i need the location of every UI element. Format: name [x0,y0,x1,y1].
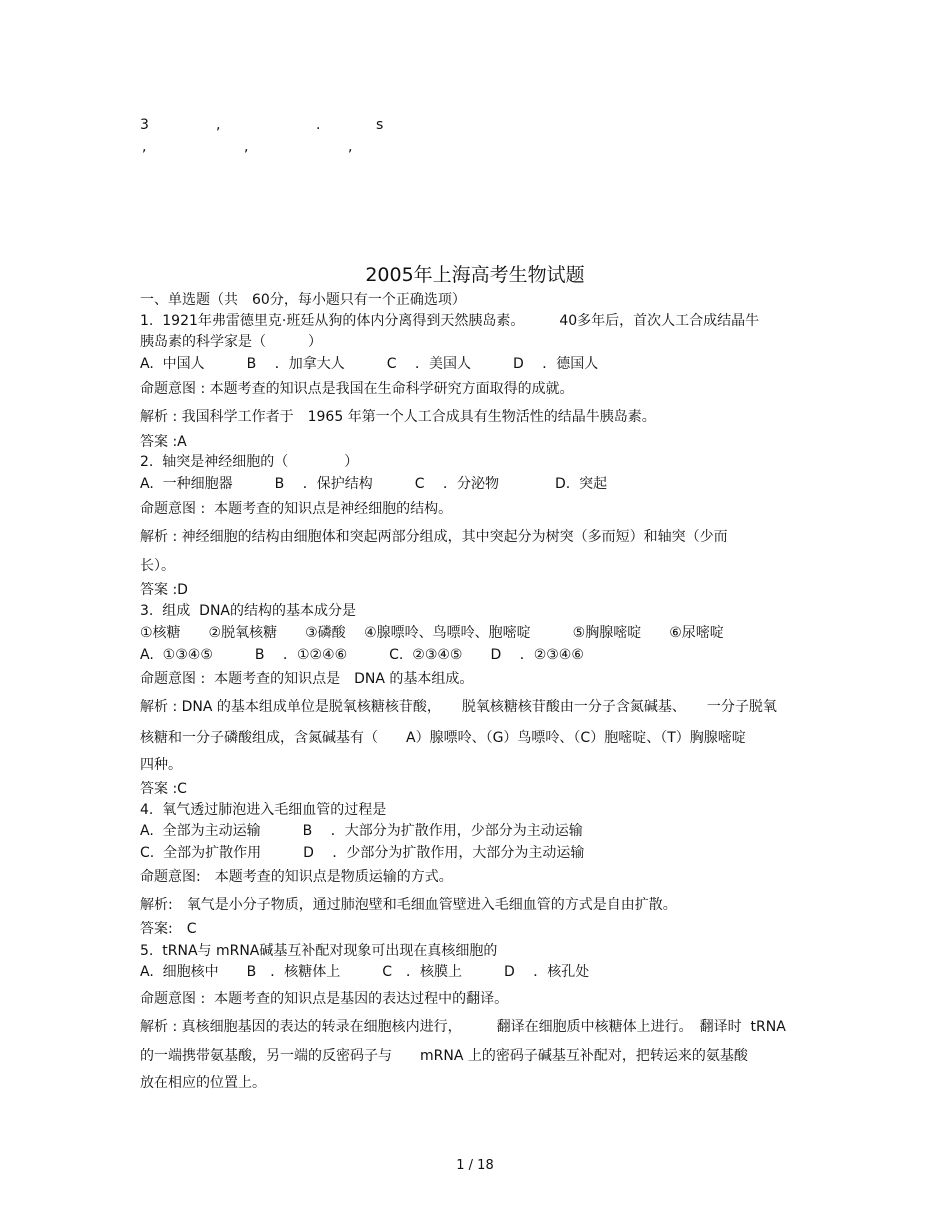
text-line: 胰岛素的科学家是（ ） [140,334,322,350]
text-line: 答案 :C [140,781,187,797]
artifact-mark: , [244,139,249,155]
artifact-mark: s [376,117,384,133]
section-heading: 一、单选题（共 60分，每小题只有一个正确选项） [140,292,466,308]
text-line: 2. 轴突是神经细胞的（ ） [140,454,359,470]
text-line: 放在相应的位置上。 [140,1075,266,1091]
text-line: 答案: C [140,921,197,937]
text-line: 3. 组成 DNA的结构的基本成分是 [140,603,356,619]
text-line: 解析 : 神经细胞的结构由细胞体和突起两部分组成，其中突起分为树突（多而短）和轴突（少而 [140,529,728,545]
text-line: A. 全部为主动运输 B ．大部分为扩散作用，少部分为主动运输 [140,823,583,839]
text-line: 命题意图: 本题考查的知识点是物质运输的方式。 [140,869,453,885]
text-line: A. 一种细胞器 B ．保护结构 C ．分泌物 D. 突起 [140,476,608,492]
text-line: 命题意图 : 本题考查的知识点是 DNA 的基本组成。 [140,671,474,687]
text-line: 命题意图 : 本题考查的知识点是我国在生命科学研究方面取得的成就。 [140,381,574,397]
text-line: C. 全部为扩散作用 D ．少部分为扩散作用，大部分为主动运输 [140,845,585,861]
text-line: 答案 :A [140,434,187,450]
page-number: 1 / 18 [456,1158,494,1173]
text-line: A. 中国人 B ．加拿大人 C ．美国人 D ．德国人 [140,356,599,372]
text-line: 命题意图 : 本题考查的知识点是神经细胞的结构。 [140,501,453,517]
text-line: 1. 1921年弗雷德里克·班廷从狗的体内分离得到天然胰岛素。 40多年后，首次人工合成结晶牛 [140,313,760,329]
artifact-mark: , [348,139,353,155]
text-line: 四种。 [140,757,182,773]
page-title: 2005年上海高考生物试题 [365,264,585,286]
text-line: 5. tRNA与 mRNA碱基互补配对现象可出现在真核细胞的 [140,943,498,959]
text-line: 4. 氧气透过肺泡进入毛细血管的过程是 [140,802,387,818]
text-line: A. ①③④⑤ B ．①②④⑥ C. ②③④⑤ D ．②③④⑥ [140,647,584,663]
text-line: 答案 :D [140,582,188,598]
text-line: A. 细胞核中 B ．核糖体上 C ．核膜上 D ．核孔处 [140,964,590,980]
text-line: 解析 : 我国科学工作者于 1965 年第一个人工合成具有生物活性的结晶牛胰岛素。 [140,409,656,425]
artifact-mark: 3 [140,117,149,133]
text-line: 核糖和一分子磷酸组成，含氮碱基有（ A）腺嘌呤、（G）鸟嘌呤、（C）胞嘧啶、（T）胸腺嘧啶 [140,730,746,746]
text-line: 解析 : DNA 的基本组成单位是脱氧核糖核苷酸， 脱氧核糖核苷酸由一分子含氮碱基、 一分子脱氧 [140,699,777,715]
text-line: ①核糖 ②脱氧核糖 ③磷酸 ④腺嘌呤、鸟嘌呤、胞嘧啶 ⑤胸腺嘧啶 ⑥尿嘧啶 [140,625,724,641]
artifact-mark: , [142,139,147,155]
text-line: 解析 : 真核细胞基因的表达的转录在细胞核内进行， 翻译在细胞质中核糖体上进行。 翻译时 tRNA [140,1019,786,1035]
artifact-mark: . [316,117,321,133]
text-line: 解析: 氧气是小分子物质，通过肺泡壁和毛细血管壁进入毛细血管的方式是自由扩散。 [140,897,677,913]
text-line: 命题意图 : 本题考查的知识点是基因的表达过程中的翻译。 [140,991,509,1007]
text-line: 长）。 [140,558,175,574]
artifact-mark: , [216,117,221,133]
text-line: 的一端携带氨基酸，另一端的反密码子与 mRNA 上的密码子碱基互补配对，把转运来的氨基酸 [140,1048,748,1064]
